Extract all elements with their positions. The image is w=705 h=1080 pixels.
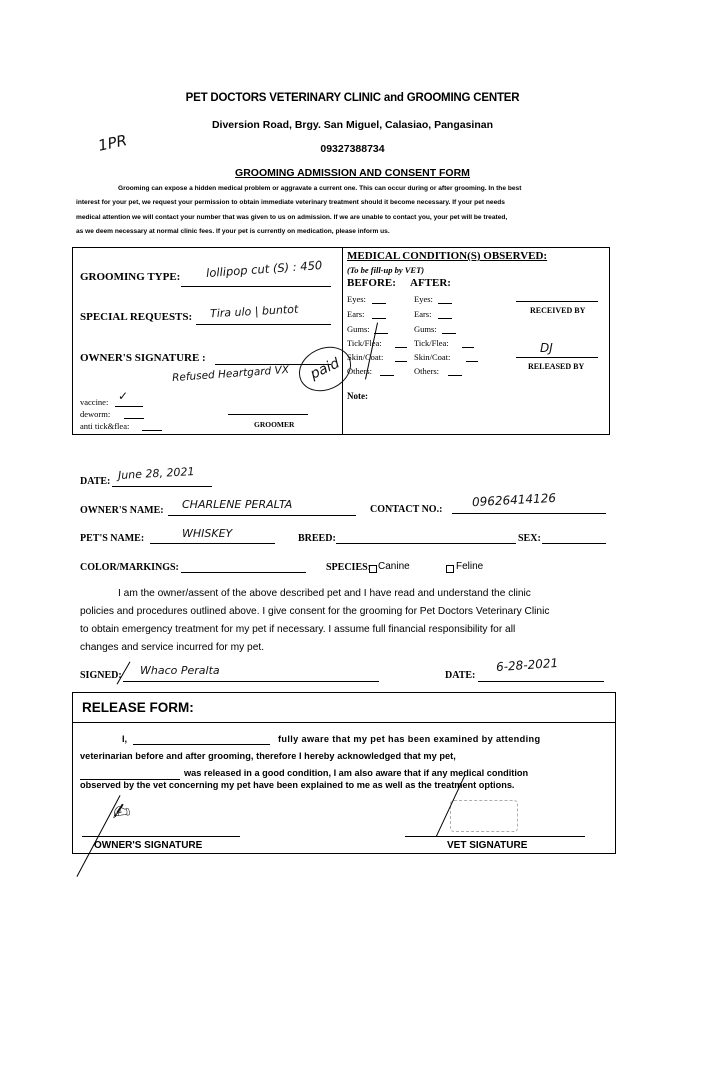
signed-label: SIGNED:: [80, 670, 122, 681]
condition-after-eyes: Eyes:: [414, 294, 433, 304]
clinic-address: Diversion Road, Brgy. San Miguel, Calasiao, Pangasinan: [211, 119, 494, 131]
vet-signature-label: VET SIGNATURE: [447, 840, 528, 851]
date-label: DATE:: [80, 476, 111, 487]
signed-value: Whaco Peralta: [140, 664, 220, 677]
before-label: BEFORE:: [347, 277, 396, 289]
owner-signature-scribble: ✍: [110, 798, 133, 827]
intro-line-1: Grooming can expose a hidden medical problem or aggravate a current one. This can occur during or after grooming. In the best: [118, 185, 522, 192]
deworm-line[interactable]: [124, 418, 144, 419]
condition-before-ears: Ears:: [347, 309, 365, 319]
after-gums-line[interactable]: [442, 333, 456, 334]
special-requests-line[interactable]: [196, 324, 331, 325]
before-others-line[interactable]: [380, 375, 394, 376]
release-title-underline: [72, 722, 616, 723]
release-title: RELEASE FORM:: [82, 700, 194, 715]
condition-before-skin: Skin/Coat:: [347, 352, 384, 362]
species-feline-checkbox[interactable]: [446, 565, 454, 573]
clinic-phone: 09327388734: [320, 143, 385, 155]
owner-signature-note: Refused Heartgard VX: [171, 363, 290, 385]
condition-before-others: Others:: [347, 366, 373, 376]
species-canine-checkbox[interactable]: [369, 565, 377, 573]
margin-note: 1PR: [96, 131, 129, 155]
received-by-label: RECEIVED BY: [530, 306, 586, 315]
medical-title: MEDICAL CONDITION(S) OBSERVED:: [347, 250, 548, 262]
condition-after-others: Others:: [414, 366, 440, 376]
pets-name-label: PET'S NAME:: [80, 533, 145, 544]
vaccine-line[interactable]: [115, 406, 143, 407]
intro-line-2: interest for your pet, we request your permission to obtain immediate veterinary treatment should it become necessary. If your pet needs: [76, 199, 505, 206]
vet-stamp: [450, 800, 518, 832]
date-value: June 28, 2021: [117, 465, 195, 482]
consent-line-2: policies and procedures outlined above. I give consent for the grooming for Pet Doctors Veterinary Clinic: [80, 606, 550, 617]
after-ears-line[interactable]: [438, 318, 452, 319]
owners-name-value: CHARLENE PERALTA: [182, 498, 293, 511]
after-label: AFTER:: [410, 277, 451, 289]
species-label: SPECIES:: [326, 562, 372, 573]
color-markings-label: COLOR/MARKINGS:: [80, 562, 179, 573]
consent-date-label: DATE:: [445, 670, 476, 681]
sex-line[interactable]: [542, 543, 606, 544]
after-skin-line[interactable]: [466, 361, 478, 362]
release-line-2: veterinarian before and after grooming, therefore I hereby acknowledged that my pet,: [80, 751, 456, 761]
consent-date-value: 6-28-2021: [495, 655, 559, 675]
before-eyes-line[interactable]: [372, 303, 386, 304]
special-requests-value: Tira ulo | buntot: [209, 302, 299, 321]
vaccine-label: vaccine:: [80, 397, 109, 407]
color-markings-line[interactable]: [181, 572, 306, 573]
grooming-type-value: lollipop cut (S) : 450: [205, 257, 323, 281]
pets-name-value: WHISKEY: [182, 527, 233, 540]
anti-tick-label: anti tick&flea:: [80, 421, 130, 431]
before-tick-line[interactable]: [395, 347, 407, 348]
release-line-3-end: was released in a good condition, I am also aware that if any medical condition: [184, 768, 529, 778]
note-label: Note:: [347, 391, 368, 401]
form-title-text: GROOMING ADMISSION AND CONSENT FORM: [235, 167, 470, 179]
owners-name-line[interactable]: [168, 515, 356, 516]
vaccine-check-mark: ✓: [118, 389, 129, 403]
released-by-initials: DJ: [540, 341, 553, 355]
grooming-type-label: GROOMING TYPE:: [80, 271, 181, 283]
after-others-line[interactable]: [448, 375, 462, 376]
contact-line[interactable]: [452, 513, 606, 514]
grooming-type-line[interactable]: [181, 286, 331, 287]
release-line-4: observed by the vet concerning my pet have been explained to me as well as the treatment options.: [80, 780, 515, 790]
consent-line-3: to obtain emergency treatment for my pet if necessary. I assume full financial responsibility for all: [80, 624, 516, 635]
release-line-1-start: I,: [122, 734, 128, 744]
before-gums-line[interactable]: [374, 333, 388, 334]
condition-after-tick: Tick/Flea:: [414, 338, 449, 348]
medical-subtitle: (To be fill-up by VET): [347, 265, 425, 275]
condition-before-gums: Gums:: [347, 324, 370, 334]
special-requests-label: SPECIAL REQUESTS:: [80, 311, 193, 323]
released-by-line[interactable]: [516, 357, 598, 358]
released-by-label: RELEASED BY: [528, 362, 585, 371]
consent-line-1: I am the owner/assent of the above described pet and I have read and understand the clinic: [118, 588, 531, 599]
species-feline-label: Feline: [456, 561, 484, 572]
paid-mark-text: paid: [307, 355, 343, 383]
sex-label: SEX:: [518, 533, 541, 544]
condition-after-gums: Gums:: [414, 324, 437, 334]
owner-signature-label: OWNER'S SIGNATURE :: [80, 352, 206, 364]
consent-line-4: changes and service incurred for my pet.: [80, 642, 265, 653]
after-tick-line[interactable]: [462, 347, 474, 348]
owners-name-label: OWNER'S NAME:: [80, 505, 164, 516]
after-eyes-line[interactable]: [438, 303, 452, 304]
groomer-line[interactable]: [228, 414, 308, 415]
form-title: [0, 167, 705, 179]
before-ears-line[interactable]: [372, 318, 386, 319]
release-line-1-end: fully aware that my pet has been examined by attending: [278, 734, 541, 744]
vet-signature-line[interactable]: [405, 836, 585, 837]
breed-line[interactable]: [336, 543, 516, 544]
anti-tick-line[interactable]: [142, 430, 162, 431]
admission-box-divider: [342, 247, 343, 435]
intro-line-3: medical attention we will contact your number that was given to us on admission. If we are unable to contact you, your pet will be treated,: [76, 214, 508, 221]
species-canine-label: Canine: [378, 561, 410, 572]
before-skin-line[interactable]: [395, 361, 407, 362]
groomer-label: GROOMER: [254, 420, 295, 429]
intro-line-4: as we deem necessary at normal clinic fees. If your pet is currently on medication, please inform us.: [76, 228, 390, 235]
condition-after-skin: Skin/Coat:: [414, 352, 451, 362]
condition-before-tick: Tick/Flea:: [347, 338, 382, 348]
contact-value: 09626414126: [471, 490, 557, 510]
breed-label: BREED:: [298, 533, 336, 544]
contact-label: CONTACT NO.:: [370, 504, 443, 515]
signed-line[interactable]: [123, 681, 379, 682]
release-name-line[interactable]: [133, 744, 270, 745]
condition-after-ears: Ears:: [414, 309, 432, 319]
consent-date-line[interactable]: [478, 681, 604, 682]
pets-name-line[interactable]: [150, 543, 275, 544]
received-by-line[interactable]: [516, 301, 598, 302]
deworm-label: deworm:: [80, 409, 111, 419]
owner-signature-release-label: OWNER'S SIGNATURE: [94, 840, 203, 851]
date-line[interactable]: [112, 486, 212, 487]
condition-before-eyes: Eyes:: [347, 294, 366, 304]
clinic-name: PET DOCTORS VETERINARY CLINIC and GROOMING CENTER: [185, 92, 520, 104]
owner-signature-release-line[interactable]: [82, 836, 240, 837]
